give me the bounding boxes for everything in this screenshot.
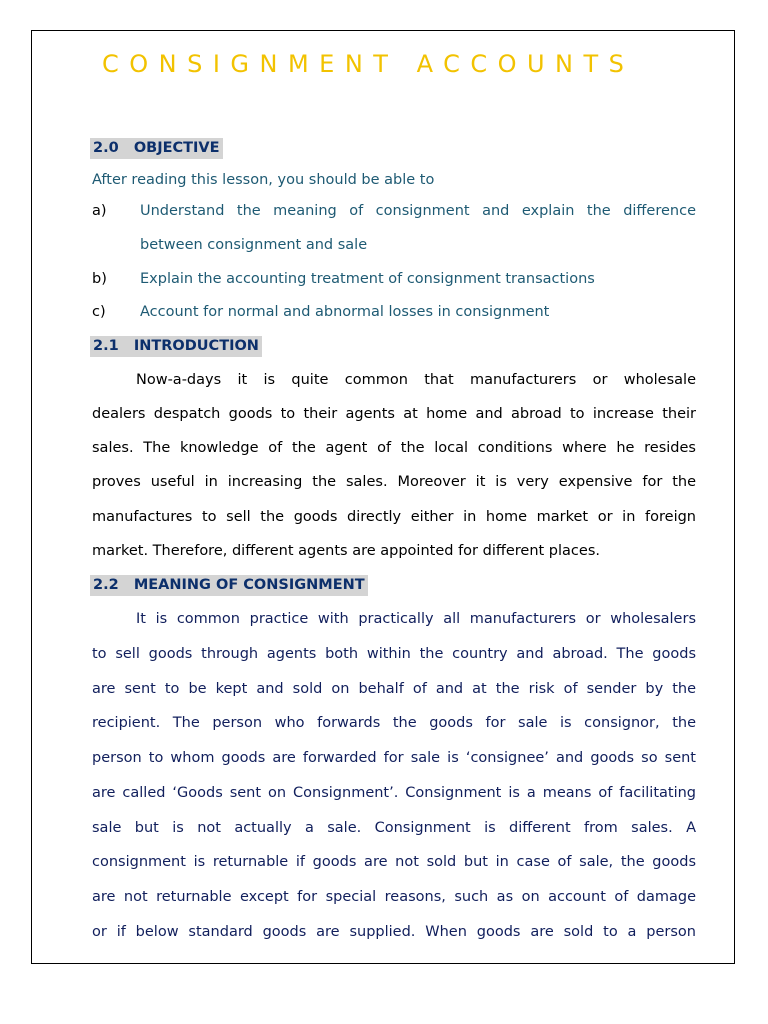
objective-item-a-line-2: between consignment and sale bbox=[140, 237, 368, 253]
objective-item-b-marker: b) bbox=[92, 271, 107, 287]
introduction-heading: 2.1 INTRODUCTION bbox=[90, 336, 262, 357]
meaning-line: or if below standard goods are supplied. When goods are sold to a person bbox=[92, 924, 696, 940]
meaning-line: to sell goods through agents both within the country and abroad. The goods bbox=[92, 646, 696, 662]
page-title: CONSIGNMENT ACCOUNTS bbox=[102, 50, 635, 78]
objective-item-a-line-1: Understand the meaning of consignment and explain the difference bbox=[140, 203, 696, 219]
objective-item-c-line-1: Account for normal and abnormal losses in consignment bbox=[140, 304, 550, 320]
meaning-line: It is common practice with practically all manufacturers or wholesalers bbox=[136, 611, 696, 627]
objective-item-b-line-1: Explain the accounting treatment of consignment transactions bbox=[140, 271, 595, 287]
meaning-line: are called ‘Goods sent on Consignment’. Consignment is a means of facilitating bbox=[92, 785, 696, 801]
introduction-line: dealers despatch goods to their agents at home and abroad to increase their bbox=[92, 406, 696, 422]
introduction-line: market. Therefore, different agents are appointed for different places. bbox=[92, 543, 600, 559]
meaning-line: recipient. The person who forwards the goods for sale is consignor, the bbox=[92, 715, 696, 731]
meaning-line: consignment is returnable if goods are not sold but in case of sale, the goods bbox=[92, 854, 696, 870]
meaning-line: are not returnable except for special reasons, such as on account of damage bbox=[92, 889, 696, 905]
objective-item-a-marker: a) bbox=[92, 203, 107, 219]
objective-intro: After reading this lesson, you should be able to bbox=[92, 172, 435, 188]
meaning-heading: 2.2 MEANING OF CONSIGNMENT bbox=[90, 575, 368, 596]
introduction-line: manufactures to sell the goods directly either in home market or in foreign bbox=[92, 509, 696, 525]
meaning-line: person to whom goods are forwarded for sale is ‘consignee’ and goods so sent bbox=[92, 750, 696, 766]
introduction-line: Now-a-days it is quite common that manufacturers or wholesale bbox=[136, 372, 696, 388]
objective-item-c-marker: c) bbox=[92, 304, 106, 320]
introduction-line: sales. The knowledge of the agent of the local conditions where he resides bbox=[92, 440, 696, 456]
introduction-line: proves useful in increasing the sales. Moreover it is very expensive for the bbox=[92, 474, 696, 490]
meaning-line: sale but is not actually a sale. Consignment is different from sales. A bbox=[92, 820, 696, 836]
objective-heading: 2.0 OBJECTIVE bbox=[90, 138, 223, 159]
meaning-line: are sent to be kept and sold on behalf of and at the risk of sender by the bbox=[92, 681, 696, 697]
